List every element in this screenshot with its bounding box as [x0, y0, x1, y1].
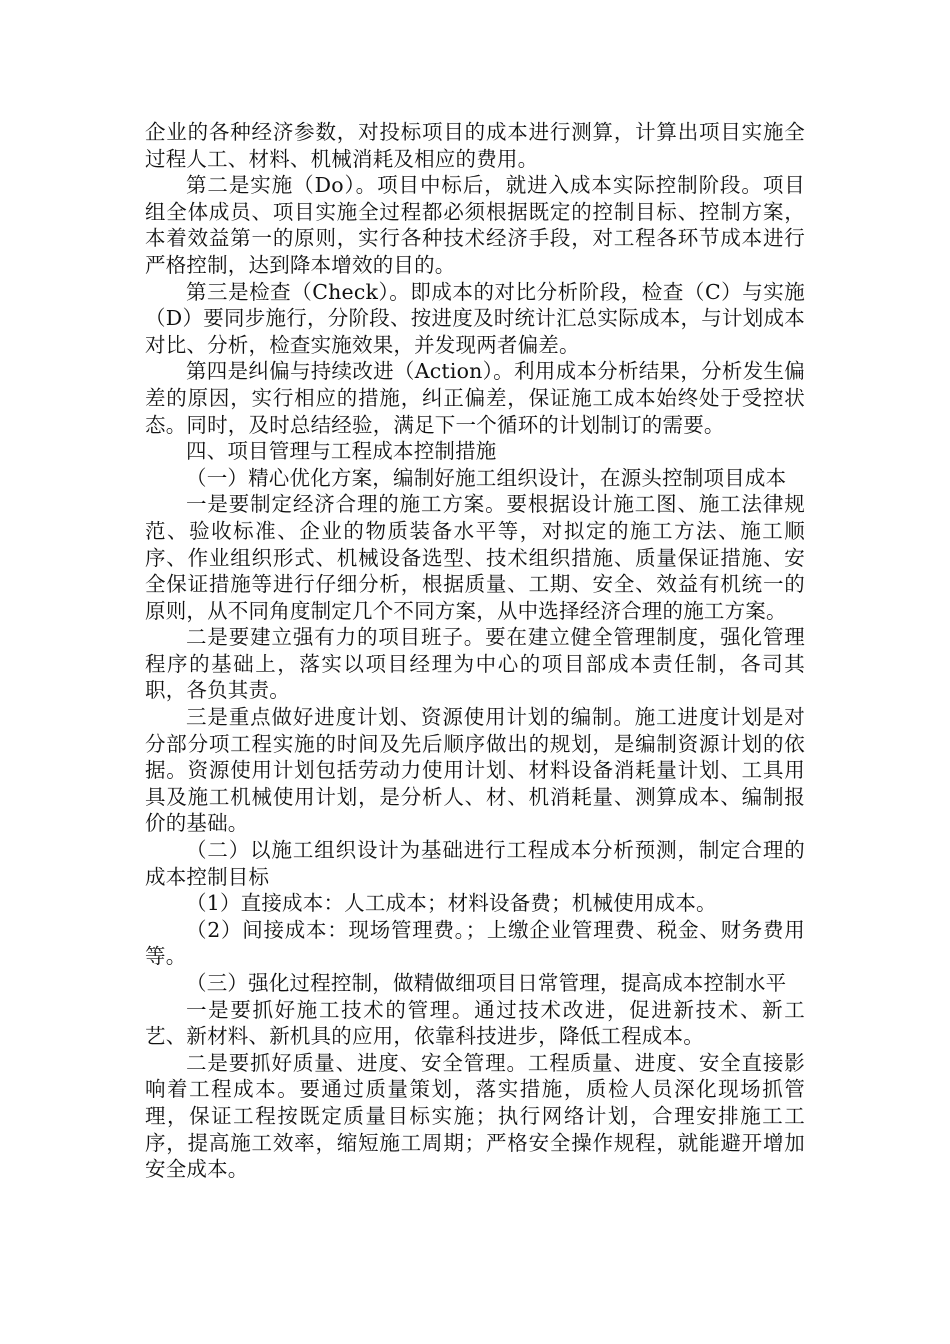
- subsection-heading-two: （二）以施工组织设计为基础进行工程成本分析预测，制定合理的成本控制目标: [145, 838, 805, 889]
- subsection-heading-three: （三）强化过程控制，做精做细项目日常管理，提高成本控制水平: [186, 971, 787, 995]
- paragraph-direct-cost: （1）直接成本：人工成本；材料设备费；机械使用成本。: [186, 891, 717, 916]
- paragraph-continuation: 企业的各种经济参数，对投标项目的成本进行测算，计算出项目实施全过程人工、材料、机械消耗及相应的费用。: [145, 120, 805, 171]
- paragraph-check-stage: 第三是检查（Check）。即成本的对比分析阶段，检查（C）与实施（D）要同步施行，分阶段、按进度及时统计汇总实际成本，与计划成本对比、分析，检查实施效果，并发现两者偏差。: [145, 279, 805, 357]
- paragraph-schedule-plan: 三是重点做好进度计划、资源使用计划的编制。施工进度计划是对分部分项工程实施的时间及先后顺序做出的规划，是编制资源计划的依据。资源使用计划包括劳动力使用计划、材料设备消耗量计划、工具用具及施工机械使用计划，是分析人、材、机消耗量、测算成本、编制报价的基础。: [145, 705, 805, 836]
- paragraph-project-team: 二是要建立强有力的项目班子。要在建立健全管理制度，强化管理程序的基础上，落实以项目经理为中心的项目部成本责任制，各司其职，各负其责。: [145, 625, 805, 703]
- paragraph-action-stage: 第四是纠偏与持续改进（Action）。利用成本分析结果，分析发生偏差的原因，实行相应的措施，纠正偏差，保证施工成本始终处于受控状态。同时，及时总结经验，满足下一个循环的计划制订的需要。: [145, 359, 805, 437]
- paragraph-technical-management: 一是要抓好施工技术的管理。通过技术改进，促进新技术、新工艺、新材料、新机具的应用，依靠科技进步，降低工程成本。: [145, 997, 805, 1049]
- paragraph-do-stage: 第二是实施（Do）。项目中标后，就进入成本实际控制阶段。项目组全体成员、项目实施全过程都必须根据既定的控制目标、控制方案，本着效益第一的原则，实行各种技术经济手段，对工程各环节成本进行严格控制，达到降本增效的目的。: [145, 173, 805, 277]
- paragraph-construction-plan: 一是要制定经济合理的施工方案。要根据设计施工图、施工法律规范、验收标准、企业的物质装备水平等，对拟定的施工方法、施工顺序、作业组织形式、机械设备选型、技术组织措施、质量保证措施、安全保证措施等进行仔细分析，根据质量、工期、安全、效益有机统一的原则，从不同角度制定几个不同方案，从中选择经济合理的施工方案。: [145, 492, 805, 623]
- paragraph-indirect-cost: （2）间接成本：现场管理费。；上缴企业管理费、税金、财务费用等。: [145, 917, 805, 969]
- document-body: [145, 119, 805, 1183]
- paragraph-quality-progress-safety: 二是要抓好质量、进度、安全管理。工程质量、进度、安全直接影响着工程成本。要通过质量策划，落实措施，质检人员深化现场抓管理，保证工程按既定质量目标实施；执行网络计划，合理安排施工工序，提高施工效率，缩短施工周期；严格安全操作规程，就能避开增加安全成本。: [145, 1050, 805, 1182]
- section-heading-four: 四、项目管理与工程成本控制措施: [186, 439, 497, 464]
- subsection-heading-one: （一）精心优化方案，编制好施工组织设计，在源头控制项目成本: [186, 465, 787, 490]
